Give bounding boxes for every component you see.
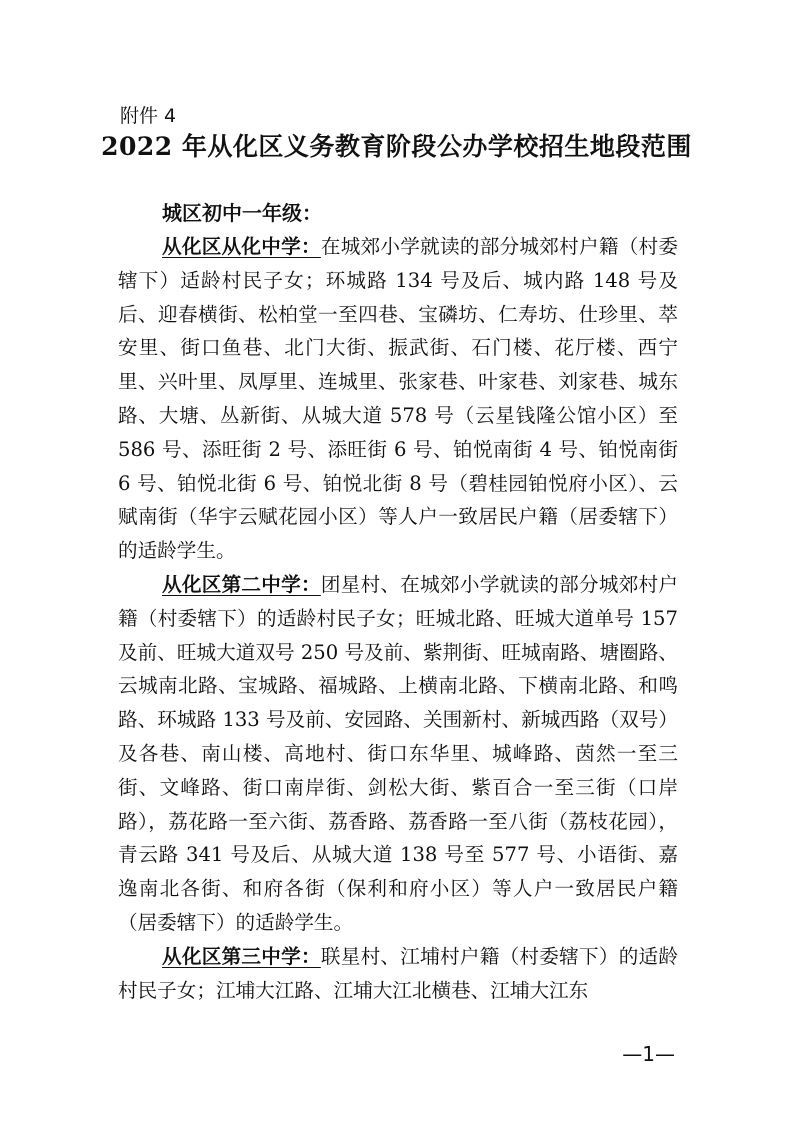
school-zone-text: 在城郊小学就读的部分城郊村户籍（村委辖下）适龄村民子女；环城路 134 号及后、城内路 148 号及后、迎春横街、松柏堂一至四巷、宝磷坊、仁寿坊、仕珍里、萃安里、街口鱼巷、北门大街、振武街、石门楼、花厅楼、西宁里、兴叶里、凤厚里、连城里、张家巷、叶家巷、刘家巷、城东路、大塘、丛新街、从城大道 578 号（云星钱隆公馆小区）至 586 号、添旺街 2 号、添旺街 6 号、铂悦南街 4 号、铂悦南街 6 号、铂悦北街 6 号、铂悦北街 8 号（碧桂园铂悦府小区）、云赋南街（华宇云赋花园小区）等人户一致居民户籍（居委辖下）的适龄学生。 [118,235,679,563]
school-entry-second-middle [118,568,678,940]
page-number: —1— [622,1042,675,1066]
document-body [118,196,678,1007]
document-title: 2022 年从化区义务教育阶段公办学校招生地段范围 [101,132,692,161]
attachment-label: 附件 4 [120,105,177,127]
school-zone-text: 联星村、江埔村户籍（村委辖下）的适龄村民子女；江埔大江路、江埔大江北横巷、江埔大江东 [118,944,679,1002]
school-name: 从化区第二中学： [162,572,321,596]
school-name: 从化区从化中学： [162,235,321,258]
school-entry-congua-middle [118,230,678,568]
school-name: 从化区第三中学： [162,944,321,968]
section-heading: 城区初中一年级： [162,201,322,225]
school-entry-third-middle [118,940,678,1008]
school-zone-text: 团星村、在城郊小学就读的部分城郊村户籍（村委辖下）的适龄村民子女；旺城北路、旺城大道单号 157 及前、旺城大道双号 250 号及前、紫荆街、旺城南路、塘圈路、云城南北路、宝城路、福城路、上横南北路、下横南北路、和鸣路、环城路 133 号及前、安园路、关围新村、新城西路（双号）及各巷、南山楼、高地村、街口东华里、城峰路、茵然一至三街、文峰路、街口南岸街、剑松大街、紫百合一至三街（口岸路），荔花路一至六街、荔香路、荔香路一至八街（荔枝花园），青云路 341 号及后、从城大道 138 号至 577 号、小语街、嘉逸南北各街、和府各街（保利和府小区）等人户一致居民户籍（居委辖下）的适龄学生。 [118,572,679,934]
